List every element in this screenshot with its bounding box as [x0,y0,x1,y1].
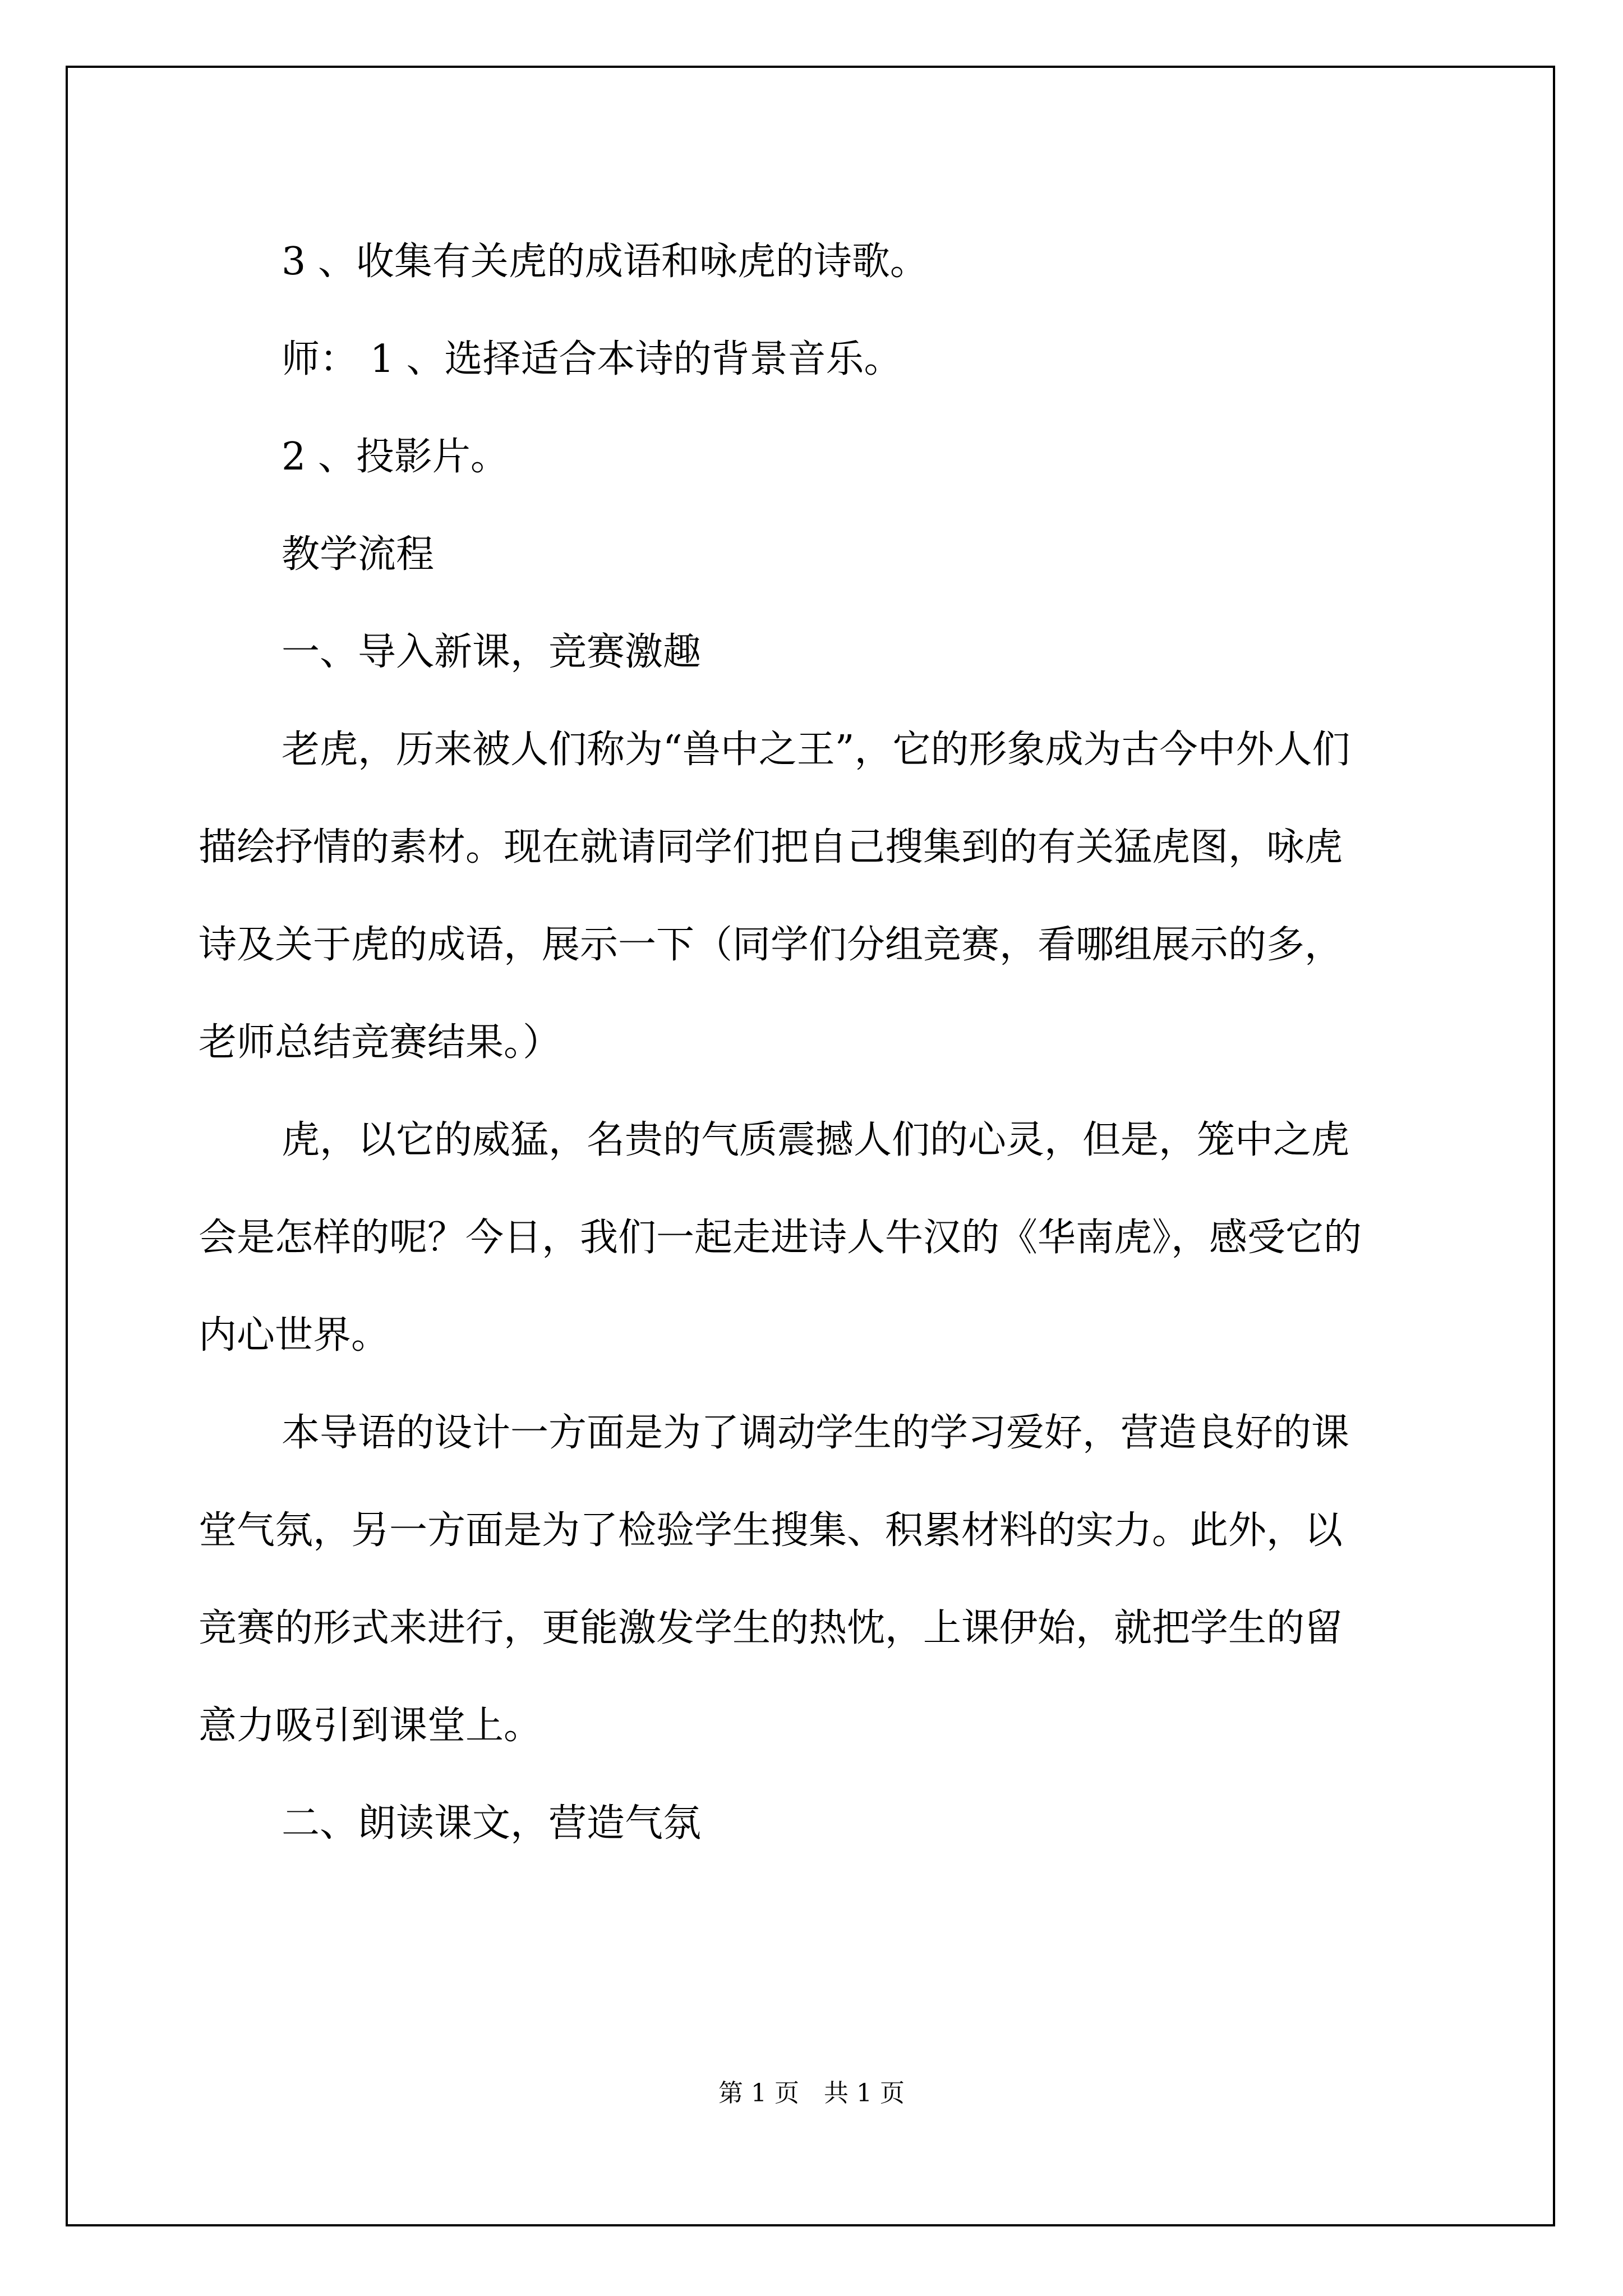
page-number-footer: 第 1 页 共 1 页 [718,2079,905,2108]
paragraph-line: 内心世界。 [199,1313,390,1358]
paragraph-line: 竞赛的形式来进行，更能激发学生的热忱，上课伊始，就把学生的留 [199,1606,1343,1650]
section-heading: 一、导入新课，竞赛激趣 [282,630,702,674]
text-line: 3 、收集有关虎的成语和咏虎的诗歌。 [282,240,928,284]
document-body [199,213,1427,1872]
section-heading: 二、朗读课文，营造气氛 [282,1801,702,1846]
paragraph-line: 诗及关于虎的成语，展示一下（同学们分组竞赛，看哪组展示的多， [199,923,1343,967]
paragraph-line: 描绘抒情的素材。现在就请同学们把自己搜集到的有关猛虎图，咏虎 [199,825,1343,869]
paragraph-line: 堂气氛，另一方面是为了检验学生搜集、积累材料的实力。此外，以 [199,1508,1343,1553]
paragraph-line: 意力吸引到课堂上。 [199,1704,542,1748]
text-line: 师： 1 、选择适合本诗的背景音乐。 [282,337,902,381]
paragraph-line: 老师总结竞赛结果。） [199,1020,561,1065]
paragraph-line: 本导语的设计一方面是为了调动学生的学习爱好，营造良好的课 [282,1411,1350,1455]
text-line: 2 、投影片。 [282,435,509,479]
paragraph-line: 老虎，历来被人们称为“兽中之王”，它的形象成为古今中外人们 [282,728,1350,772]
paragraph-line: 虎，以它的威猛，名贵的气质震撼人们的心灵，但是，笼中之虎 [282,1118,1350,1162]
paragraph-line: 会是怎样的呢？今日，我们一起走进诗人牛汉的《华南虎》，感受它的 [199,1216,1362,1260]
section-heading: 教学流程 [282,532,435,577]
